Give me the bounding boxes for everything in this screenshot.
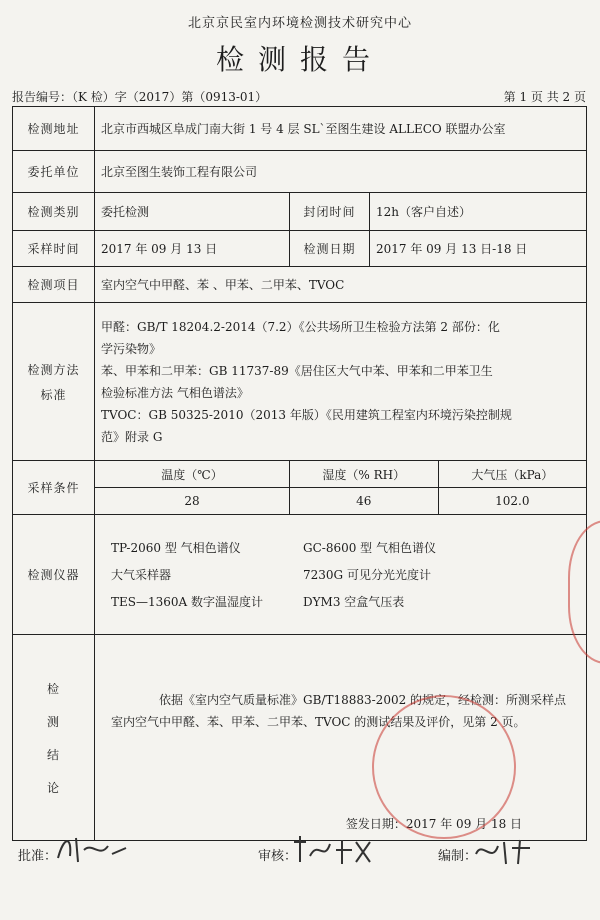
method-line: 苯、甲苯和二甲苯：GB 11737-89《居住区大气中苯、甲苯和二甲苯卫生	[101, 363, 493, 378]
temperature-header: 温度（℃）	[95, 461, 290, 488]
sign-date: 签发日期：2017 年 09 月 18 日	[345, 817, 523, 831]
instruments-value	[95, 515, 587, 635]
conclusion-label-char: 论	[46, 780, 60, 795]
pressure-header: 大气压（kPa）	[471, 467, 554, 482]
row-client	[13, 151, 587, 193]
closure-value: 12h（客户自述）	[370, 193, 587, 231]
conclusion-label	[13, 635, 95, 841]
category-label: 检测类别	[13, 193, 95, 231]
review-label: 审核：	[258, 849, 298, 864]
conclusion-text: 依据《室内空气质量标准》GB/T18883-2002 的规定，经检测：所测采样点室内空气中甲醛、苯、甲苯、二甲苯、TVOC 的测试结果及评价，见第 2 页。	[111, 693, 567, 729]
items-label: 检测项目	[13, 267, 95, 303]
instrument-item: TP-2060 型 气相色谱仪	[111, 541, 241, 555]
conclusion-label-char: 测	[46, 714, 60, 729]
instrument-item: 7230G 可见分光光度计	[303, 568, 431, 582]
approve-label: 批准：	[18, 849, 58, 864]
row-conditions-values	[13, 488, 587, 515]
method-label	[13, 303, 95, 461]
method-line: 甲醛：GB/T 18204.2-2014（7.2）《公共场所卫生检验方法第 2 部份：化	[101, 319, 500, 334]
humidity-value: 46	[290, 488, 439, 514]
test-date-label: 检测日期	[290, 231, 370, 267]
conditions-label: 采样条件	[13, 461, 95, 515]
instrument-item: TES—1360A 数字温湿度计	[111, 595, 264, 609]
conclusion-label-char: 结	[46, 747, 60, 762]
row-address	[13, 107, 587, 151]
method-value	[95, 303, 587, 461]
compile-label: 编制：	[438, 849, 478, 864]
pressure-value: 102.0	[495, 494, 530, 508]
method-line: 学污染物》	[101, 341, 162, 356]
row-category	[13, 193, 587, 231]
compiler-signature	[470, 834, 540, 868]
conclusion-label-char: 检	[46, 681, 60, 696]
method-line: 检验标准方法 气相色谱法》	[101, 385, 249, 400]
row-conditions-header	[13, 461, 587, 488]
sampling-time-label: 采样时间	[13, 231, 95, 267]
official-seal-stamp	[372, 695, 516, 839]
row-method	[13, 303, 587, 461]
test-date-value: 2017 年 09 月 13 日-18 日	[370, 231, 587, 267]
closure-label: 封闭时间	[290, 193, 370, 231]
approver-signature	[52, 828, 132, 868]
row-instruments	[13, 515, 587, 635]
conclusion-value	[95, 635, 587, 841]
report-title: 检测报告	[215, 43, 384, 76]
page-info: 第 1 页 共 2 页	[503, 90, 586, 104]
organization-name: 北京京民室内环境检测技术研究中心	[187, 16, 412, 31]
method-line: 范》附录 G	[101, 429, 163, 444]
instrument-item: 大气采样器	[111, 568, 172, 582]
report-number: 报告编号：（K 检）字（2017）第（0913-01）	[12, 90, 268, 104]
method-label-line1: 检测方法	[27, 362, 80, 377]
instruments-label: 检测仪器	[13, 515, 95, 635]
instrument-item: GC-8600 型 气相色谱仪	[303, 541, 436, 555]
reviewer-signature	[290, 832, 380, 868]
method-line: TVOC：GB 50325-2010（2013 年版）《民用建筑工程室内环境污染控制规	[101, 407, 512, 422]
category-value: 委托检测	[95, 193, 290, 231]
client-value: 北京至图生装饰工程有限公司	[95, 151, 587, 193]
items-value: 室内空气中甲醛、苯 、甲苯、二甲苯、TVOC	[95, 267, 587, 303]
sampling-time-value: 2017 年 09 月 13 日	[95, 231, 290, 267]
humidity-header: 湿度（% RH）	[290, 461, 439, 487]
address-label: 检测地址	[13, 107, 95, 151]
row-sampling-time	[13, 231, 587, 267]
humidity-pressure-values	[290, 488, 587, 515]
humidity-pressure-headers	[290, 461, 587, 488]
method-label-line2: 标准	[40, 387, 67, 402]
client-label: 委托单位	[13, 151, 95, 193]
instrument-item: DYM3 空盒气压表	[303, 595, 405, 609]
address-value: 北京市西城区阜成门南大街 1 号 4 层 SL`至图生建设 ALLECO 联盟办公室	[95, 107, 587, 151]
row-items	[13, 267, 587, 303]
temperature-value: 28	[95, 488, 290, 515]
